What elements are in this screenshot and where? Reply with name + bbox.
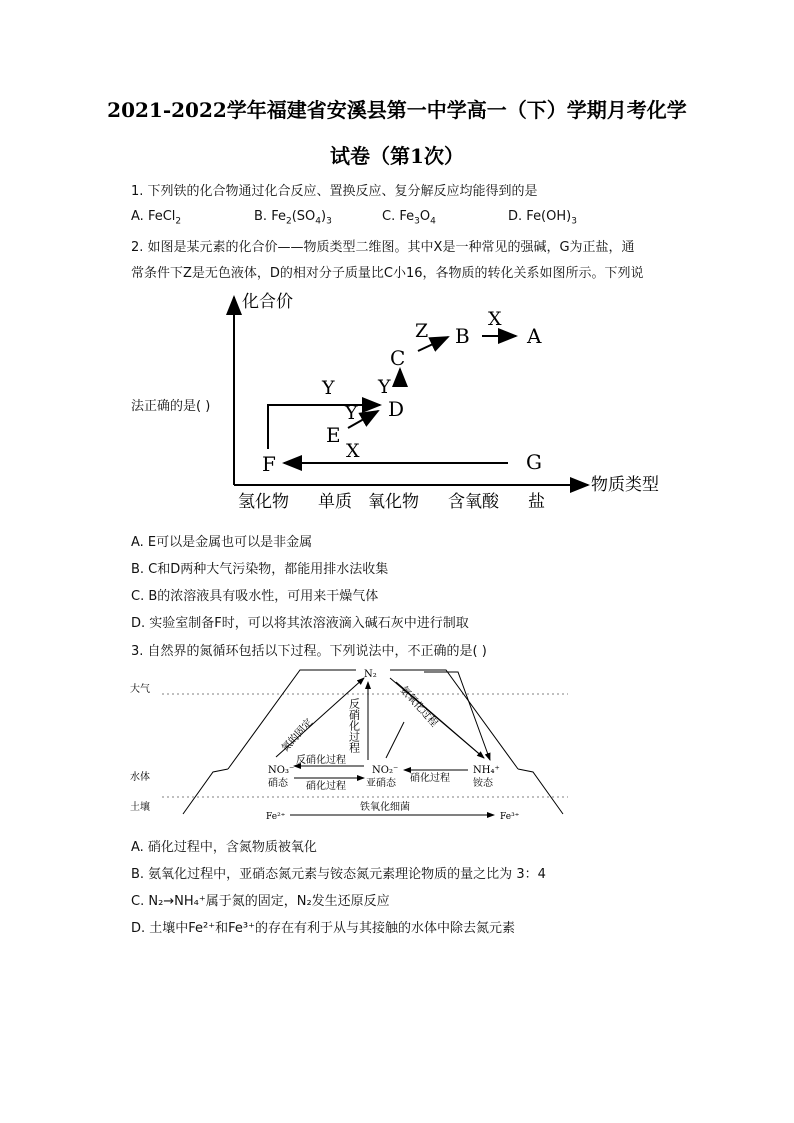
q3-nitrogen-cycle-diagram — [128, 662, 573, 827]
q3-option-c[interactable]: C. N₂→NH₄⁺属于氮的固定，N₂发生还原反应 — [131, 894, 390, 909]
q3-fe3: Fe³⁺ — [500, 812, 520, 822]
q3-label-denitrification: 反硝化过程 — [296, 755, 346, 766]
q3-label-iron-bacteria: 铁氧化细菌 — [360, 802, 410, 813]
q1-option-b[interactable]: B. $Fe_2(SO_4)_3$ — [254, 209, 332, 227]
q2-x-cat-salt: 盐 — [528, 492, 545, 512]
q3-state-no3: 硝态 — [268, 778, 288, 789]
q3-label-nitrification-left: 硝化过程 — [306, 781, 346, 792]
q2-option-c[interactable]: C. B的浓溶液具有吸水性，可用来干燥气体 — [131, 589, 379, 604]
q2-x-cat-element: 单质 — [318, 492, 352, 512]
q2-label-Y-ED: Y — [345, 402, 358, 424]
q2-stem-line3: 法正确的是( ) — [131, 399, 211, 414]
q3-frame-bottom — [183, 769, 228, 814]
q2-label-X-GF: X — [346, 440, 360, 462]
q3-species-nh4: NH₄⁺ — [473, 765, 500, 776]
q2-valence-diagram — [226, 285, 676, 515]
q1-option-a[interactable]: A. FeCl$_2$ — [131, 209, 182, 227]
q2-stem-line2: 常条件下Z是无色液体，D的相对分子质量比C小16，各物质的转化关系如图所示。下列说 — [131, 266, 644, 281]
q3-label-nitrification-right: 硝化过程 — [410, 773, 450, 784]
q3-layer-water: 水体 — [130, 772, 150, 783]
q3-species-no3: NO₃⁻ — [268, 765, 295, 776]
q2-x-axis-label: 物质类型 — [591, 475, 659, 495]
q2-option-d[interactable]: D. 实验室制备F时，可以将其浓溶液滴入碱石灰中进行制取 — [131, 616, 469, 631]
q2-node-G: G — [526, 450, 542, 474]
q1-option-d[interactable]: D. $Fe(OH)_3$ — [508, 209, 577, 227]
q3-label-fixation: 氮的固定 — [280, 716, 315, 755]
q2-label-Y-top: Y — [322, 377, 335, 399]
q2-node-C: C — [390, 346, 406, 370]
q2-label-Y-DC: Y — [378, 376, 391, 398]
q2-option-a[interactable]: A. E可以是金属也可以是非金属 — [131, 535, 313, 550]
q3-option-b[interactable]: B. 氨氧化过程中，亚硝态氮元素与铵态氮元素理论物质的量之比为 3：4 — [131, 867, 546, 882]
q3-label-anammox: 氨氧化过程 — [397, 684, 440, 730]
q2-x-cat-hydride: 氢化物 — [238, 492, 289, 512]
q2-node-F: F — [262, 452, 276, 476]
q2-y-axis-label: 化合价 — [242, 292, 293, 312]
q2-node-D: D — [388, 397, 405, 421]
q2-node-A: A — [527, 324, 542, 348]
q2-x-cat-oxyacid: 含氧酸 — [448, 492, 499, 512]
q2-label-X-BA: X — [488, 308, 502, 330]
q3-species-no2: NO₂⁻ — [372, 765, 399, 776]
q3-option-a[interactable]: A. 硝化过程中，含氮物质被氧化 — [131, 840, 317, 855]
q3-label-denitrification-vertical: 反硝化过程 — [347, 698, 361, 753]
q2-label-Z: Z — [415, 320, 429, 342]
q3-layer-atmosphere: 大气 — [130, 684, 150, 695]
q2-node-B: B — [455, 324, 470, 348]
q2-x-cat-oxide: 氧化物 — [368, 492, 419, 512]
q3-state-nh4: 铵态 — [473, 778, 493, 789]
q1-stem: 1. 下列铁的化合物通过化合反应、置换反应、复分解反应均能得到的是 — [131, 184, 538, 199]
q3-stem: 3. 自然界的氮循环包括以下过程。下列说法中，不正确的是( ) — [131, 644, 487, 659]
q3-fe2: Fe²⁺ — [266, 812, 286, 822]
q2-option-b[interactable]: B. C和D两种大气污染物，都能用排水法收集 — [131, 562, 389, 577]
q2-node-E: E — [326, 423, 341, 447]
q1-option-c[interactable]: C. $Fe_3O_4$ — [382, 209, 436, 227]
q3-n2: N₂ — [364, 669, 377, 680]
exam-title-line1: 2021-2022学年福建省安溪县第一中学高一（下）学期月考化学 — [107, 98, 687, 122]
q2-arrow-F-to-D — [268, 405, 380, 449]
q3-frame-right — [390, 670, 518, 769]
q3-state-no2: 亚硝态 — [366, 778, 396, 789]
q2-stem-line1: 2. 如图是某元素的化合价——物质类型二维图。其中X是一种常见的强碱，G为正盐，通 — [131, 240, 635, 255]
q3-layer-soil: 土壤 — [130, 802, 150, 813]
q3-option-d[interactable]: D. 土壤中Fe²⁺和Fe³⁺的存在有利于从与其接触的水体中除去氮元素 — [131, 921, 515, 936]
exam-title-line2: 试卷（第1次） — [330, 144, 464, 168]
